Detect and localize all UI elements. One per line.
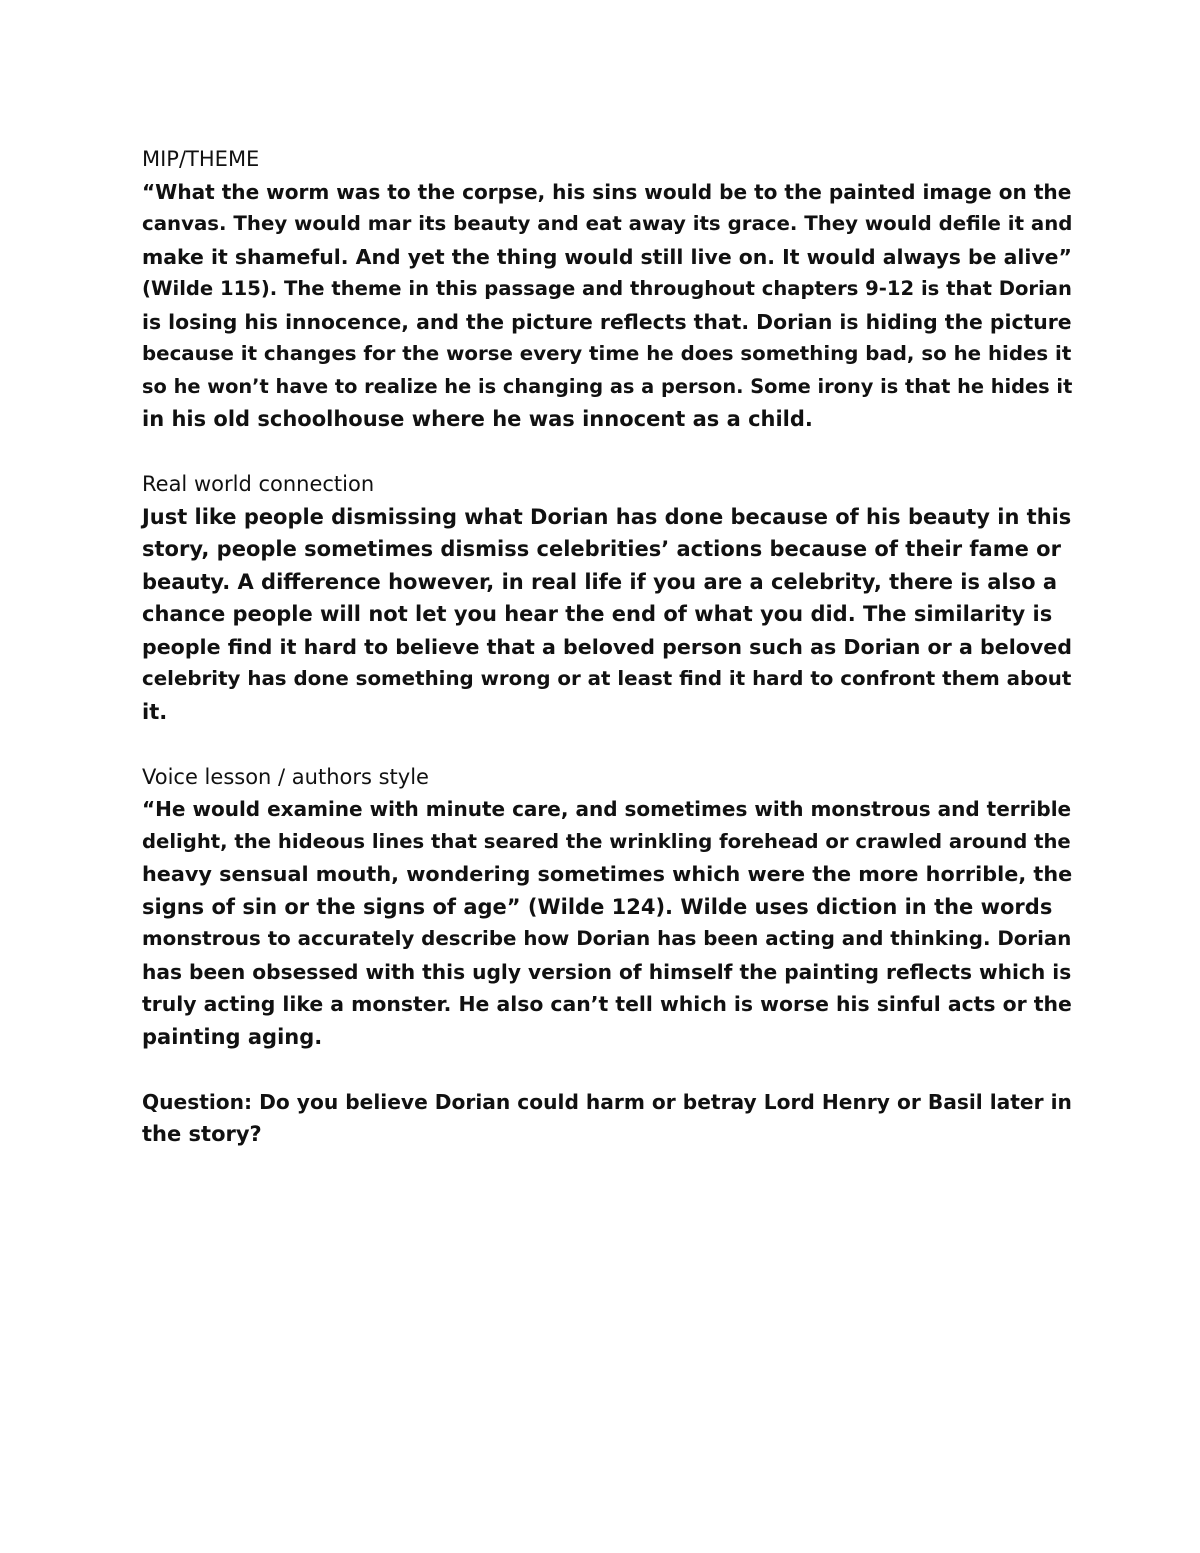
section-voice-lesson bbox=[142, 761, 1072, 1054]
text-line: it. bbox=[142, 699, 168, 724]
text-line: delight, the hideous lines that seared the wrinkling forehead or crawled around the bbox=[142, 829, 1071, 853]
text-line: in his old schoolhouse where he was innocent as a child. bbox=[142, 407, 813, 431]
text-line: “He would examine with minute care, and sometimes with monstrous and terrible bbox=[142, 797, 1072, 821]
text-line: beauty. A difference however, in real life if you are a celebrity, there is also a bbox=[142, 569, 1058, 594]
text-line: painting aging. bbox=[142, 1024, 323, 1049]
text-line: (Wilde 115). The theme in this passage and throughout chapters 9-12 is that Dorian bbox=[142, 277, 1072, 300]
text-line: truly acting like a monster. He also can’t tell which is worse his sinful acts or the bbox=[142, 992, 1072, 1016]
text-line: Question: Do you believe Dorian could harm or betray Lord Henry or Basil later in bbox=[142, 1089, 1072, 1114]
text-line: is losing his innocence, and the picture reflects that. Dorian is hiding the picture bbox=[142, 309, 1072, 334]
text-line: make it shameful. And yet the thing would still live on. It would always be alive” bbox=[142, 244, 1072, 269]
text-line: heavy sensual mouth, wondering sometimes which were the more horrible, the bbox=[142, 862, 1073, 886]
section-paragraph bbox=[142, 501, 1072, 729]
section-theme bbox=[142, 143, 1072, 436]
text-line: story, people sometimes dismiss celebrities’ actions because of their fame or bbox=[142, 537, 1061, 561]
question-paragraph bbox=[142, 1086, 1072, 1151]
text-line: people find it hard to believe that a beloved person such as Dorian or a beloved bbox=[142, 634, 1072, 659]
text-line: celebrity has done something wrong or at least find it hard to confront them about bbox=[142, 667, 1072, 690]
section-paragraph bbox=[142, 176, 1072, 436]
document-body bbox=[142, 143, 1072, 1183]
text-line: canvas. They would mar its beauty and eat away its grace. They would defile it and bbox=[142, 212, 1073, 235]
text-line: the story? bbox=[142, 1122, 262, 1146]
text-line: signs of sin or the signs of age” (Wilde 124). Wilde uses diction in the words bbox=[142, 894, 1053, 919]
section-heading: Real world connection bbox=[142, 472, 375, 496]
text-line: so he won’t have to realize he is changing as a person. Some irony is that he hides it bbox=[142, 374, 1073, 398]
section-paragraph bbox=[142, 793, 1072, 1053]
section-question bbox=[142, 1086, 1072, 1151]
text-line: has been obsessed with this ugly version of himself the painting reflects which is bbox=[142, 959, 1072, 984]
text-line: chance people will not let you hear the end of what you did. The similarity is bbox=[142, 602, 1053, 626]
section-heading: MIP/THEME bbox=[142, 147, 260, 171]
text-line: Just like people dismissing what Dorian has done because of his beauty in this bbox=[142, 504, 1072, 529]
section-real-world-connection bbox=[142, 468, 1072, 728]
text-line: monstrous to accurately describe how Dorian has been acting and thinking. Dorian bbox=[142, 927, 1072, 950]
section-heading: Voice lesson / authors style bbox=[142, 764, 429, 789]
text-line: “What the worm was to the corpse, his sins would be to the painted image on the bbox=[142, 179, 1072, 204]
text-line: because it changes for the worse every time he does something bad, so he hides it bbox=[142, 342, 1072, 365]
